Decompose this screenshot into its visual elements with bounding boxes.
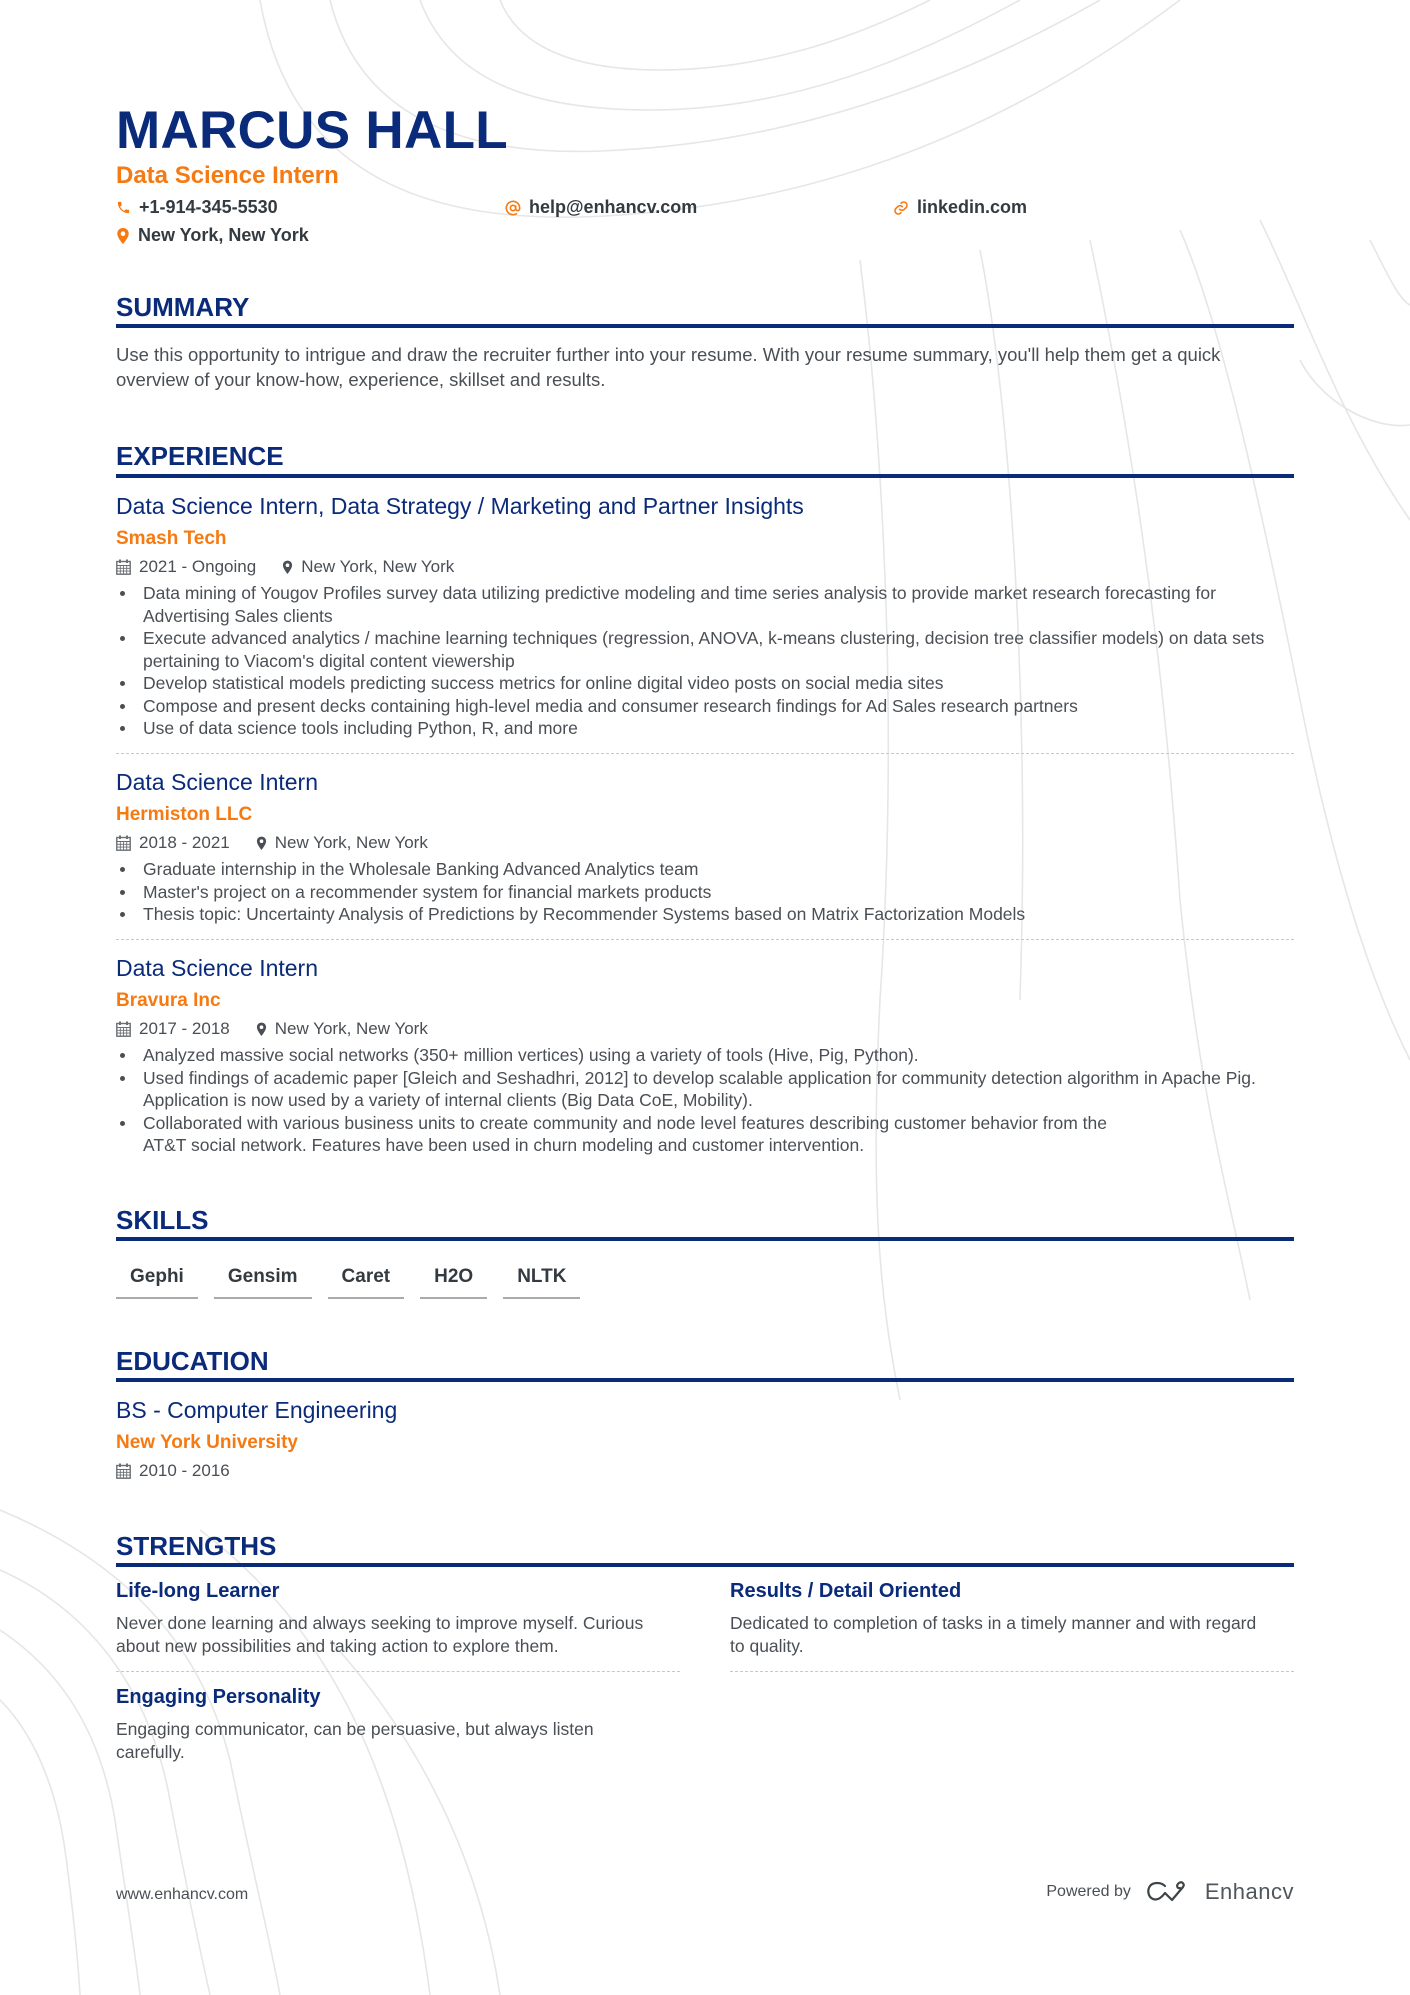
education-heading: EDUCATION <box>116 1346 269 1376</box>
strength-description: Never done learning and always seeking to improve myself. Curious about new possibilities and taking action to explore them. <box>116 1613 644 1656</box>
map-pin-icon <box>256 1022 267 1037</box>
skill-tag: NLTK <box>503 1266 580 1299</box>
job-dates: 2018 - 2021 <box>139 833 230 852</box>
job-location: New York, New York <box>301 557 455 576</box>
job-separator <box>116 939 1294 940</box>
footer-website[interactable]: www.enhancv.com <box>116 1886 249 1903</box>
bullet-item: Used findings of academic paper [Gleich and Seshadhri, 2012] to develop scalable application for community detection algorithm in Apache Pig. Application is now used by a variety of internal clients (Big Data CoE, Mobility). <box>116 1067 1294 1112</box>
skill-tag: Caret <box>328 1266 405 1299</box>
education-meta <box>116 1461 256 1481</box>
map-pin-icon <box>116 228 130 244</box>
skill-tag: Gensim <box>214 1266 312 1299</box>
summary-heading: SUMMARY <box>116 292 250 322</box>
location-text: New York, New York <box>138 225 309 245</box>
powered-by-label: Powered by <box>1046 1883 1131 1900</box>
bullet-item: Master's project on a recommender system for financial markets products <box>116 881 1294 904</box>
candidate-title: Data Science Intern <box>116 162 339 189</box>
bullet-item: Use of data science tools including Python, R, and more <box>116 717 1294 740</box>
enhancv-logo-icon <box>1145 1880 1191 1904</box>
bullet-item: Graduate internship in the Wholesale Banking Advanced Analytics team <box>116 858 1294 881</box>
job-separator <box>116 753 1294 754</box>
summary-divider <box>116 324 1294 328</box>
company-name: Hermiston LLC <box>116 804 253 825</box>
job-meta <box>116 1019 454 1039</box>
job-meta <box>116 833 454 853</box>
phone-icon <box>116 200 131 215</box>
bullet-item: Thesis topic: Uncertainty Analysis of Predictions by Recommender Systems based on Matrix Factorization Models <box>116 903 1294 926</box>
phone-text: +1-914-345-5530 <box>139 197 278 217</box>
bullet-item: Execute advanced analytics / machine learning techniques (regression, ANOVA, k-means clustering, decision tree classifier models) on data sets pertaining to Viacom's digital content viewership <box>116 627 1294 672</box>
skills-list <box>116 1266 580 1299</box>
job-dates: 2017 - 2018 <box>139 1019 230 1038</box>
strength-item <box>116 1580 680 1657</box>
job-title: Data Science Intern <box>116 769 319 795</box>
strength-item <box>116 1686 680 1763</box>
school-name: New York University <box>116 1432 298 1453</box>
calendar-icon <box>116 835 131 851</box>
skills-heading: SKILLS <box>116 1205 209 1235</box>
company-name: Smash Tech <box>116 528 227 549</box>
map-pin-icon <box>256 836 267 851</box>
strength-description: Engaging communicator, can be persuasive, but always listen carefully. <box>116 1719 594 1762</box>
email-text: help@enhancv.com <box>529 197 698 217</box>
bullet-item: Collaborated with various business units to create community and node level features describing customer behavior from the AT&T social network. Features have been used in churn modeling and customer intervention. <box>116 1112 1294 1157</box>
calendar-icon <box>116 1463 131 1479</box>
job-location: New York, New York <box>274 833 428 852</box>
job-bullets <box>116 858 1294 926</box>
job-location: New York, New York <box>274 1019 428 1038</box>
company-name: Bravura Inc <box>116 990 221 1011</box>
at-icon <box>505 200 521 216</box>
job-dates: 2021 - Ongoing <box>139 557 257 576</box>
bullet-item: Develop statistical models predicting success metrics for online digital video posts on social media sites <box>116 672 1294 695</box>
experience-divider <box>116 474 1294 478</box>
contact-email[interactable] <box>505 197 697 218</box>
bullet-item: Analyzed massive social networks (350+ million vertices) using a variety of tools (Hive, Pig, Python). <box>116 1044 1294 1067</box>
contact-link[interactable] <box>893 197 1027 218</box>
education-divider <box>116 1378 1294 1382</box>
experience-heading: EXPERIENCE <box>116 441 284 471</box>
skills-divider <box>116 1237 1294 1241</box>
calendar-icon <box>116 1021 131 1037</box>
calendar-icon <box>116 559 131 575</box>
candidate-name: MARCUS HALL <box>116 101 508 160</box>
bullet-item: Compose and present decks containing high-level media and consumer research findings for Ad Sales research partners <box>116 695 1294 718</box>
map-pin-icon <box>282 560 293 575</box>
strengths-heading: STRENGTHS <box>116 1531 277 1561</box>
contact-phone[interactable] <box>116 197 278 218</box>
strength-separator <box>116 1671 680 1672</box>
job-title: Data Science Intern <box>116 955 319 981</box>
strength-item <box>730 1580 1294 1657</box>
strength-title: Life-long Learner <box>116 1580 280 1602</box>
strength-separator <box>730 1671 1294 1672</box>
brand-name: Enhancv <box>1204 1879 1294 1904</box>
job-bullets <box>116 582 1294 740</box>
strength-title: Engaging Personality <box>116 1686 321 1708</box>
strength-description: Dedicated to completion of tasks in a timely manner and with regard to quality. <box>730 1613 1257 1656</box>
skill-tag: H2O <box>420 1266 487 1299</box>
skill-tag: Gephi <box>116 1266 198 1299</box>
link-icon <box>893 200 909 216</box>
link-text: linkedin.com <box>917 197 1028 217</box>
education-dates: 2010 - 2016 <box>139 1461 230 1480</box>
strength-title: Results / Detail Oriented <box>730 1580 962 1602</box>
job-bullets <box>116 1044 1294 1157</box>
footer-powered-by[interactable] <box>1046 1879 1294 1905</box>
job-meta <box>116 557 480 577</box>
strengths-divider <box>116 1563 1294 1567</box>
bullet-item: Data mining of Yougov Profiles survey data utilizing predictive modeling and time series analysis to provide market research forecasting for Advertising Sales clients <box>116 582 1294 627</box>
contact-location <box>116 225 309 246</box>
summary-text: Use this opportunity to intrigue and draw the recruiter further into your resume. With your resume summary, you'll help them get a quick overview of your know-how, experience, skillset and results. <box>116 344 1221 390</box>
degree-title: BS - Computer Engineering <box>116 1397 398 1423</box>
job-title: Data Science Intern, Data Strategy / Marketing and Partner Insights <box>116 493 804 519</box>
